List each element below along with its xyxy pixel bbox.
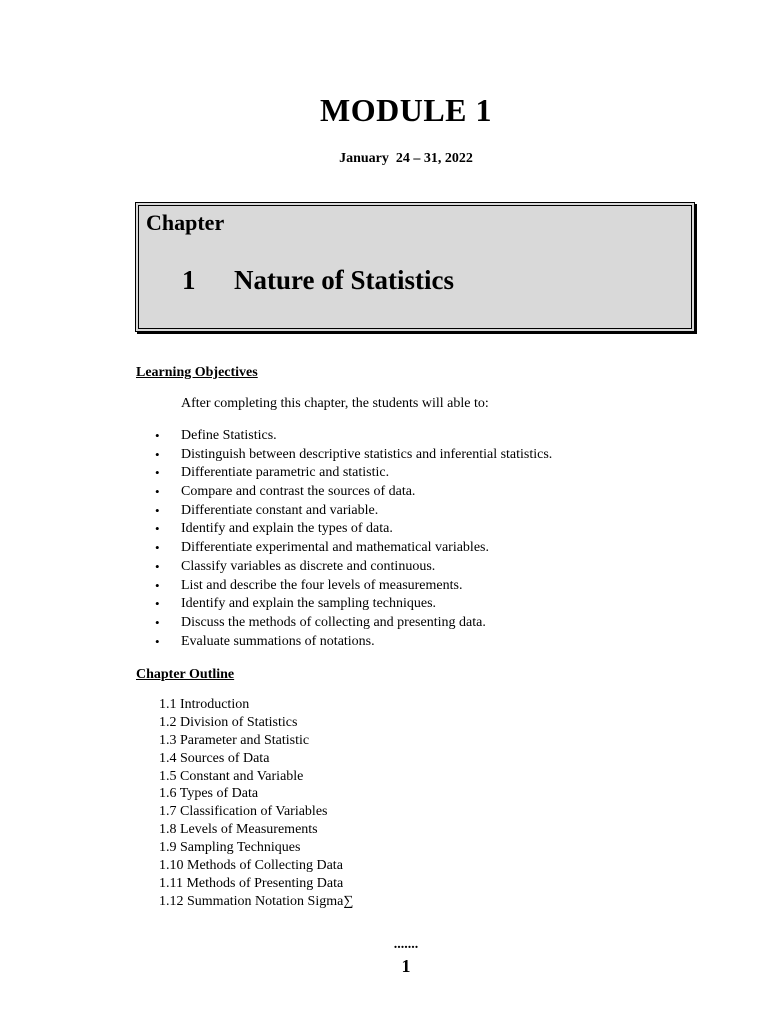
list-item	[155, 520, 552, 539]
list-item	[155, 595, 552, 614]
outline-item: 1.10 Methods of Collecting Data	[159, 858, 343, 874]
objective-text: Distinguish between descriptive statistics and inferential statistics.	[181, 446, 553, 462]
list-item	[155, 483, 552, 502]
list-item	[155, 446, 552, 465]
objective-text: Classify variables as discrete and continuous.	[181, 558, 436, 574]
bullet-icon: •	[155, 484, 160, 500]
outline-item: 1.12 Summation Notation Sigma∑	[159, 893, 354, 909]
objective-text: Differentiate experimental and mathematical variables.	[181, 540, 489, 556]
list-item	[155, 427, 552, 446]
chapter-outline-heading: Chapter Outline	[136, 667, 235, 682]
outline-item: 1.6 Types of Data	[159, 786, 259, 802]
bullet-icon: •	[155, 558, 160, 574]
list-item	[155, 614, 552, 633]
objective-text: Identify and explain the sampling techniques.	[181, 596, 437, 612]
list-item	[155, 502, 552, 521]
objectives-list	[155, 427, 552, 651]
bullet-icon: •	[155, 540, 160, 556]
objective-text: List and describe the four levels of measurements.	[181, 577, 463, 593]
bullet-icon: •	[155, 577, 160, 593]
list-item	[155, 539, 552, 558]
list-item	[155, 577, 552, 596]
objective-text: Compare and contrast the sources of data.	[181, 484, 416, 500]
outline-item: 1.5 Constant and Variable	[159, 768, 304, 784]
outline-item: 1.4 Sources of Data	[159, 750, 270, 766]
list-item	[155, 464, 552, 483]
bullet-icon: •	[155, 596, 160, 612]
objective-text: Differentiate parametric and statistic.	[181, 465, 390, 481]
list-item	[155, 558, 552, 577]
bullet-icon: •	[155, 502, 160, 518]
objectives-intro: After completing this chapter, the students will able to:	[181, 396, 489, 411]
outline-item: 1.8 Levels of Measurements	[159, 822, 318, 838]
page-dots: .......	[393, 937, 419, 952]
page-number: 1	[401, 956, 411, 976]
outline-item: 1.9 Sampling Techniques	[159, 840, 301, 856]
chapter-title: Nature of Statistics	[234, 265, 454, 295]
module-date: January 24 – 31, 2022	[339, 151, 473, 166]
outline-item: 1.1 Introduction	[159, 697, 250, 712]
objective-text: Evaluate summations of notations.	[181, 633, 375, 649]
bullet-icon: •	[155, 633, 160, 649]
outline-item: 1.7 Classification of Variables	[159, 804, 328, 820]
bullet-icon: •	[155, 614, 160, 630]
learning-objectives-heading: Learning Objectives	[136, 365, 258, 380]
list-item	[155, 633, 552, 652]
outline-item: 1.3 Parameter and Statistic	[159, 732, 310, 748]
chapter-box	[135, 202, 695, 332]
bullet-icon: •	[155, 465, 160, 481]
objective-text: Discuss the methods of collecting and presenting data.	[181, 614, 486, 630]
bullet-icon: •	[155, 428, 160, 443]
objective-text: Differentiate constant and variable.	[181, 502, 379, 518]
chapter-label: Chapter	[146, 210, 225, 235]
objective-text: Define Statistics.	[181, 428, 277, 443]
chapter-number: 1	[182, 265, 196, 295]
outline-item: 1.11 Methods of Presenting Data	[159, 875, 344, 891]
bullet-icon: •	[155, 521, 160, 537]
outline-item: 1.2 Division of Statistics	[159, 714, 298, 730]
bullet-icon: •	[155, 446, 160, 462]
objective-text: Identify and explain the types of data.	[181, 521, 393, 537]
module-title: MODULE 1	[320, 92, 492, 128]
outline-list	[159, 696, 353, 911]
